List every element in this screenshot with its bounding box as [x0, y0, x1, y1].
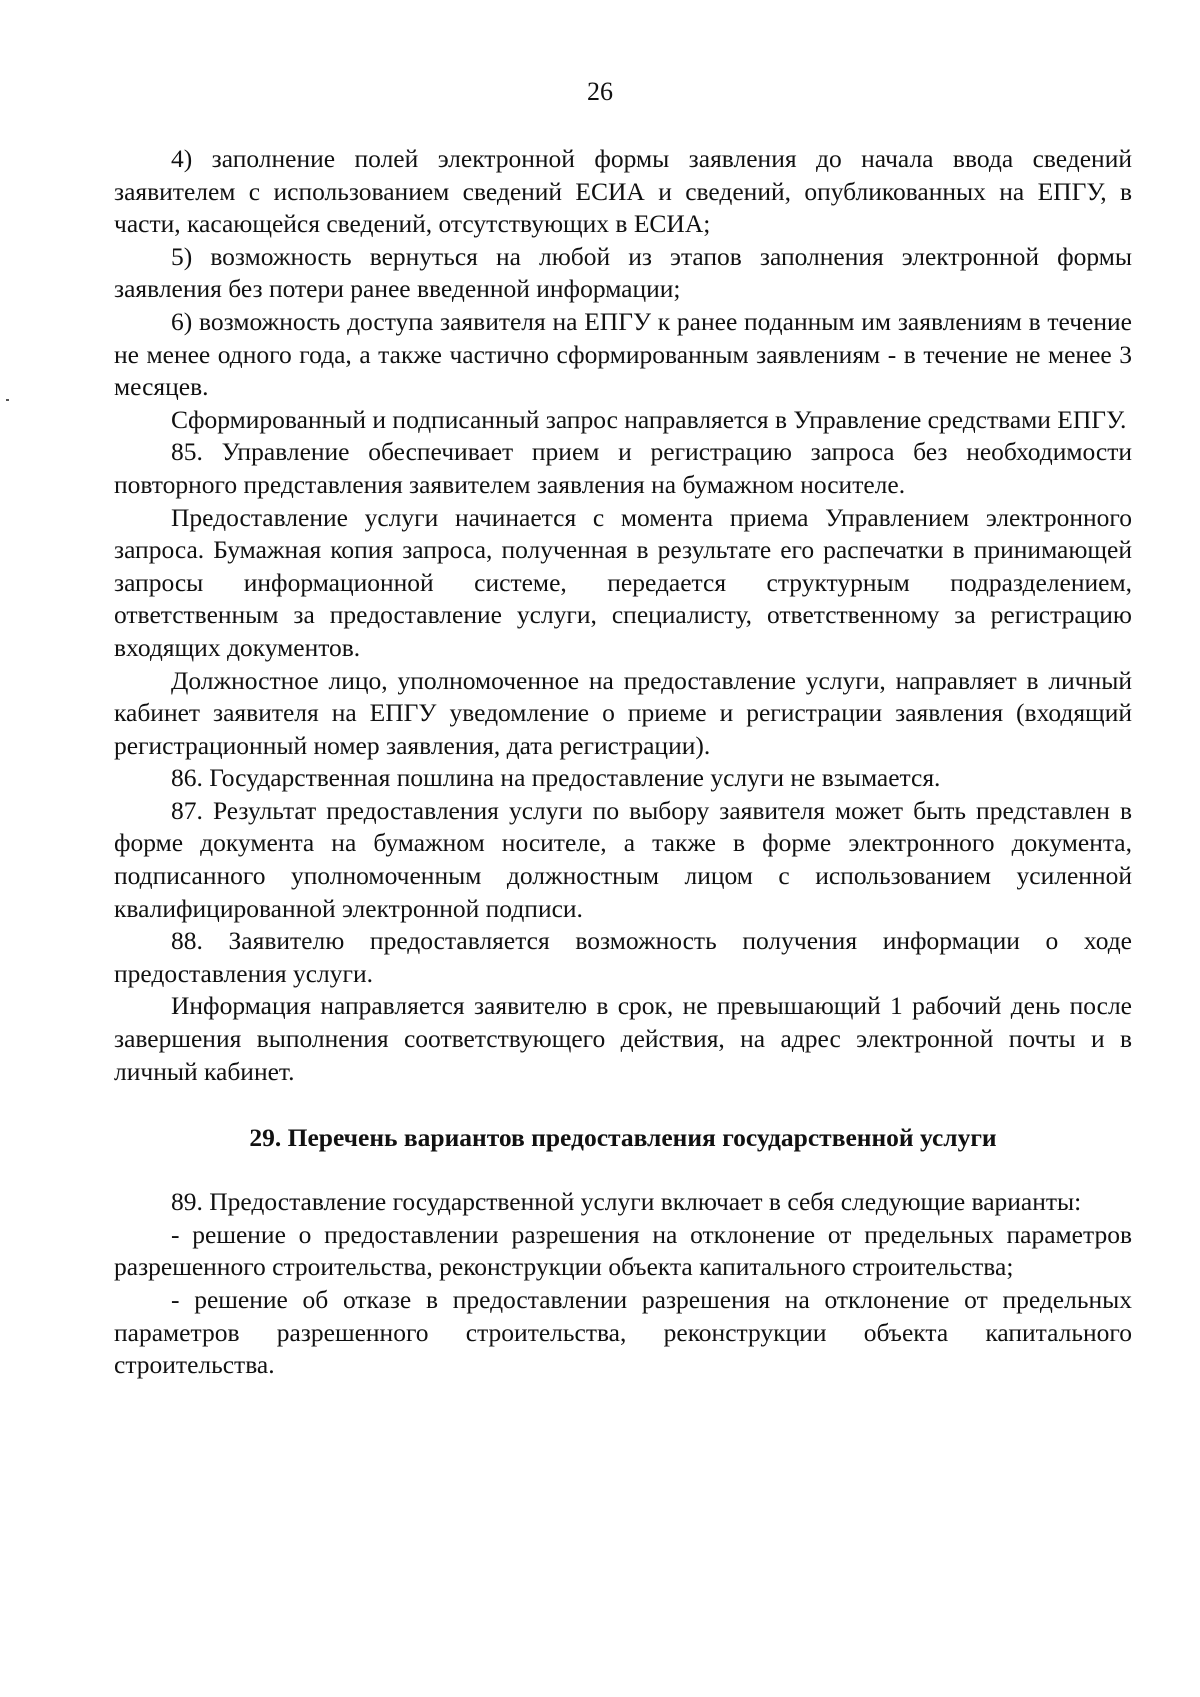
- paragraph-item-4: 4) заполнение полей электронной формы заявления до начала ввода сведений заявителем с использованием сведений ЕСИА и сведений, опубликованных на ЕПГУ, в части, касающейся сведений, отсутствующих в ЕСИА;: [114, 144, 1132, 239]
- list-item-approval: - решение о предоставлении разрешения на отклонение от предельных параметров разрешенного строительства, реконструкции объекта капитального строительства;: [114, 1219, 1132, 1282]
- paragraph-item-6: 6) возможность доступа заявителя на ЕПГУ к ранее поданным им заявлениям в течение не менее одного года, а также частично сформированным заявлениям - в течение не менее 3 месяцев.: [114, 306, 1132, 402]
- paragraph-85: 85. Управление обеспечивает прием и регистрацию запроса без необходимости повторного представления заявителем заявления на бумажном носителе.: [114, 437, 1132, 499]
- paragraph-service-start: Предоставление услуги начинается с момента приема Управлением электронного запроса. Бумажная копия запроса, полученная в результате его распечатки в принимающей запросы информационной системе, передается структурным подразделением, ответственным за предоставление услуги, специалисту, ответственному за регистрацию входящих документов.: [114, 502, 1132, 662]
- paragraph-89: 89. Предоставление государственной услуги включает в себя следующие варианты:: [171, 1187, 1082, 1217]
- paragraph-official-notification: Должностное лицо, уполномоченное на предоставление услуги, направляет в личный кабинет заявителя на ЕПГУ уведомление о приеме и регистрации заявления (входящий регистрационный номер заявления, дата регистрации).: [114, 665, 1132, 760]
- paragraph-information-sent: Информация направляется заявителю в срок, не превышающий 1 рабочий день после завершения выполнения соответствующего действия, на адрес электронной почты и в личный кабинет.: [114, 991, 1132, 1086]
- paragraph-86: 86. Государственная пошлина на предоставление услуги не взымается.: [171, 763, 941, 793]
- paragraph-request-sent: Сформированный и подписанный запрос направляется в Управление средствами ЕПГУ.: [171, 404, 1127, 434]
- paragraph-87: 87. Результат предоставления услуги по выбору заявителя может быть представлен в форме документа на бумажном носителе, а также в форме электронного документа, подписанного уполномоченным должностным лицом с использованием усиленной квалифицированной электронной подписи.: [114, 795, 1132, 923]
- page-number: 26: [587, 77, 613, 106]
- document-body: [114, 143, 1132, 1382]
- list-item-refusal: - решение об отказе в предоставлении разрешения на отклонение от предельных параметров разрешенного строительства, реконструкции объекта капитального строительства.: [114, 1285, 1132, 1380]
- paragraph-88: 88. Заявителю предоставляется возможность получения информации о ходе предоставления услуги.: [114, 926, 1132, 988]
- scan-mark: [6, 399, 9, 401]
- paragraph-item-5: 5) возможность вернуться на любой из этапов заполнения электронной формы заявления без потери ранее введенной информации;: [114, 241, 1132, 304]
- section-heading: 29. Перечень вариантов предоставления государственной услуги: [249, 1123, 997, 1153]
